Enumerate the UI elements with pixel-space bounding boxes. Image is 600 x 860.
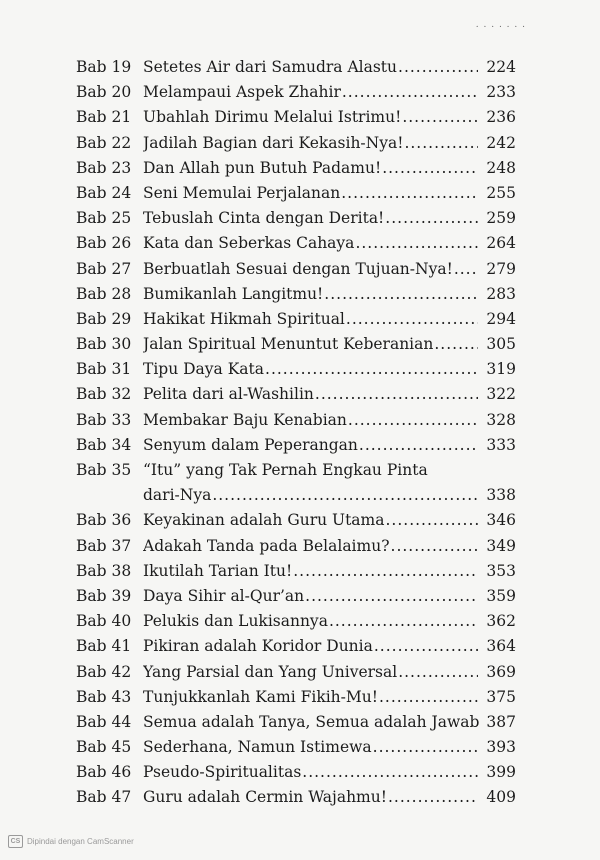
toc-row	[76, 584, 516, 609]
camscanner-logo-icon: CS	[8, 835, 23, 848]
page-number: 333	[486, 435, 516, 454]
chapter-number: Bab 23	[76, 158, 132, 177]
dot-leader	[454, 257, 478, 282]
page-number: 242	[486, 133, 516, 152]
chapter-number: Bab 25	[76, 209, 132, 228]
toc-row	[76, 458, 516, 483]
chapter-title: Pelukis dan Lukisannya	[143, 612, 328, 631]
dot-leader	[373, 735, 478, 760]
dot-leader	[302, 760, 478, 785]
chapter-number: Bab 22	[76, 133, 132, 152]
toc-row	[76, 433, 516, 458]
toc-row	[76, 534, 516, 559]
chapter-number: Bab 43	[76, 687, 132, 706]
page-number: 294	[486, 309, 516, 328]
page-number: 224	[486, 58, 516, 76]
page-number: 338	[486, 486, 516, 505]
page-number: 393	[486, 738, 516, 757]
toc-row	[76, 55, 516, 80]
page-number: 259	[486, 209, 516, 228]
dot-leader	[212, 483, 478, 508]
toc-row	[76, 710, 516, 735]
toc-row	[76, 257, 516, 282]
dot-leader	[348, 408, 478, 433]
chapter-title: Ubahlah Dirimu Melalui Istrimu!	[143, 108, 402, 127]
dot-leader	[391, 534, 478, 559]
page-number: 359	[486, 586, 516, 605]
chapter-number: Bab 28	[76, 284, 132, 303]
toc-row	[76, 105, 516, 130]
dot-leader	[355, 231, 478, 256]
chapter-title: Melampaui Aspek Zhahir	[143, 83, 341, 102]
toc-row	[76, 231, 516, 256]
chapter-title: Kata dan Seberkas Cahaya	[143, 234, 355, 253]
chapter-title: Daya Sihir al-Qur’an	[143, 586, 305, 605]
dot-leader	[385, 206, 478, 231]
chapter-title-continuation: dari-Nya	[143, 486, 212, 505]
toc-row	[76, 206, 516, 231]
chapter-number: Bab 26	[76, 234, 132, 253]
chapter-number: Bab 21	[76, 108, 132, 127]
chapter-number: Bab 31	[76, 360, 132, 379]
chapter-title: Adakah Tanda pada Belalaimu?	[143, 536, 390, 555]
chapter-title: Bumikanlah Langitmu!	[143, 284, 324, 303]
chapter-title: Pelita dari al-Washilin	[143, 385, 314, 404]
chapter-title: Dan Allah pun Butuh Padamu!	[143, 158, 382, 177]
chapter-title: “Itu” yang Tak Pernah Engkau Pinta	[143, 461, 428, 479]
chapter-number: Bab 35	[76, 461, 132, 479]
chapter-number: Bab 40	[76, 612, 132, 631]
chapter-number: Bab 46	[76, 763, 132, 782]
chapter-number: Bab 38	[76, 561, 132, 580]
page-number: 346	[486, 511, 516, 530]
dot-leader	[404, 131, 478, 156]
page-number: 349	[486, 536, 516, 555]
toc-row	[76, 307, 516, 332]
page-number: 369	[486, 662, 516, 681]
chapter-number: Bab 47	[76, 788, 132, 807]
dot-leader	[382, 156, 478, 181]
chapter-number: Bab 32	[76, 385, 132, 404]
chapter-number: Bab 33	[76, 410, 132, 429]
chapter-number: Bab 34	[76, 435, 132, 454]
page-number: 364	[486, 637, 516, 656]
toc-row	[76, 760, 516, 785]
chapter-number: Bab 41	[76, 637, 132, 656]
chapter-number: Bab 27	[76, 259, 132, 278]
toc-row	[76, 408, 516, 433]
toc-row	[76, 156, 516, 181]
chapter-title: Semua adalah Tanya, Semua adalah Jawab	[143, 712, 480, 731]
chapter-number: Bab 36	[76, 511, 132, 530]
page-number: 375	[486, 687, 516, 706]
dot-leader	[402, 105, 478, 130]
chapter-title: Jalan Spiritual Menuntut Keberanian	[143, 335, 434, 354]
scanner-watermark	[8, 835, 134, 848]
page-number: 353	[486, 561, 516, 580]
toc-row	[76, 785, 516, 810]
page-number: 233	[486, 83, 516, 102]
chapter-title: Seni Memulai Perjalanan	[143, 183, 341, 202]
dot-leader	[305, 584, 478, 609]
chapter-title: Pikiran adalah Koridor Dunia	[143, 637, 373, 656]
page-number: 409	[486, 788, 516, 807]
dot-leader	[324, 282, 478, 307]
dot-leader	[346, 307, 478, 332]
dot-leader	[434, 332, 478, 357]
toc-row	[76, 609, 516, 634]
chapter-title: Setetes Air dari Samudra Alastu	[143, 58, 398, 76]
chapter-number: Bab 19	[76, 58, 132, 76]
toc-row	[76, 735, 516, 760]
toc-row	[76, 131, 516, 156]
chapter-title: Hakikat Hikmah Spiritual	[143, 309, 345, 328]
dot-leader	[315, 382, 478, 407]
running-header: . . . . . . .	[475, 20, 526, 30]
page-number: 319	[486, 360, 516, 379]
chapter-title: Tebuslah Cinta dengan Derita!	[143, 209, 385, 228]
chapter-number: Bab 24	[76, 183, 132, 202]
dot-leader	[265, 357, 478, 382]
toc-row	[76, 181, 516, 206]
chapter-title: Yang Parsial dan Yang Universal	[143, 662, 398, 681]
dot-leader	[388, 785, 478, 810]
toc-row	[76, 332, 516, 357]
page-number: 255	[486, 183, 516, 202]
chapter-number: Bab 42	[76, 662, 132, 681]
table-of-contents	[76, 55, 516, 811]
dot-leader	[293, 559, 478, 584]
toc-row	[76, 357, 516, 382]
chapter-number: Bab 44	[76, 712, 132, 731]
toc-row-continuation	[76, 483, 516, 508]
chapter-number: Bab 39	[76, 586, 132, 605]
dot-leader	[398, 660, 478, 685]
page-number: 322	[486, 385, 516, 404]
dot-leader	[359, 433, 478, 458]
page-number: 236	[486, 108, 516, 127]
chapter-title: Tipu Daya Kata	[143, 360, 265, 379]
toc-row	[76, 508, 516, 533]
chapter-title: Berbuatlah Sesuai dengan Tujuan-Nya!	[143, 259, 453, 278]
page-number: 279	[486, 259, 516, 278]
dot-leader	[374, 634, 478, 659]
chapter-title: Guru adalah Cermin Wajahmu!	[143, 788, 387, 807]
chapter-title: Senyum dalam Peperangan	[143, 435, 358, 454]
chapter-number: Bab 45	[76, 738, 132, 757]
dot-leader	[398, 55, 478, 80]
chapter-number: Bab 30	[76, 335, 132, 354]
toc-row	[76, 685, 516, 710]
page-number: 305	[486, 335, 516, 354]
toc-row	[76, 660, 516, 685]
chapter-title: Jadilah Bagian dari Kekasih-Nya!	[143, 133, 404, 152]
toc-row	[76, 80, 516, 105]
page-number: 264	[486, 234, 516, 253]
toc-row	[76, 282, 516, 307]
chapter-number: Bab 37	[76, 536, 132, 555]
chapter-number: Bab 20	[76, 83, 132, 102]
chapter-number: Bab 29	[76, 309, 132, 328]
toc-row	[76, 559, 516, 584]
dot-leader	[341, 181, 478, 206]
chapter-title: Pseudo-Spiritualitas	[143, 763, 302, 782]
toc-row	[76, 634, 516, 659]
dot-leader	[385, 508, 478, 533]
page-number: 283	[486, 284, 516, 303]
chapter-title: Ikutilah Tarian Itu!	[143, 561, 293, 580]
chapter-title: Membakar Baju Kenabian	[143, 410, 347, 429]
page-number: 328	[486, 410, 516, 429]
page-number: 248	[486, 158, 516, 177]
chapter-title: Sederhana, Namun Istimewa	[143, 738, 372, 757]
dot-leader	[379, 685, 478, 710]
page-number: 387	[486, 712, 516, 731]
page-number: 362	[486, 612, 516, 631]
dot-leader	[342, 80, 478, 105]
chapter-title: Tunjukkanlah Kami Fikih-Mu!	[143, 687, 378, 706]
page-number: 399	[486, 763, 516, 782]
scanner-text: Dipindai dengan CamScanner	[27, 837, 134, 846]
chapter-title: Keyakinan adalah Guru Utama	[143, 511, 385, 530]
toc-row	[76, 382, 516, 407]
dot-leader	[329, 609, 478, 634]
